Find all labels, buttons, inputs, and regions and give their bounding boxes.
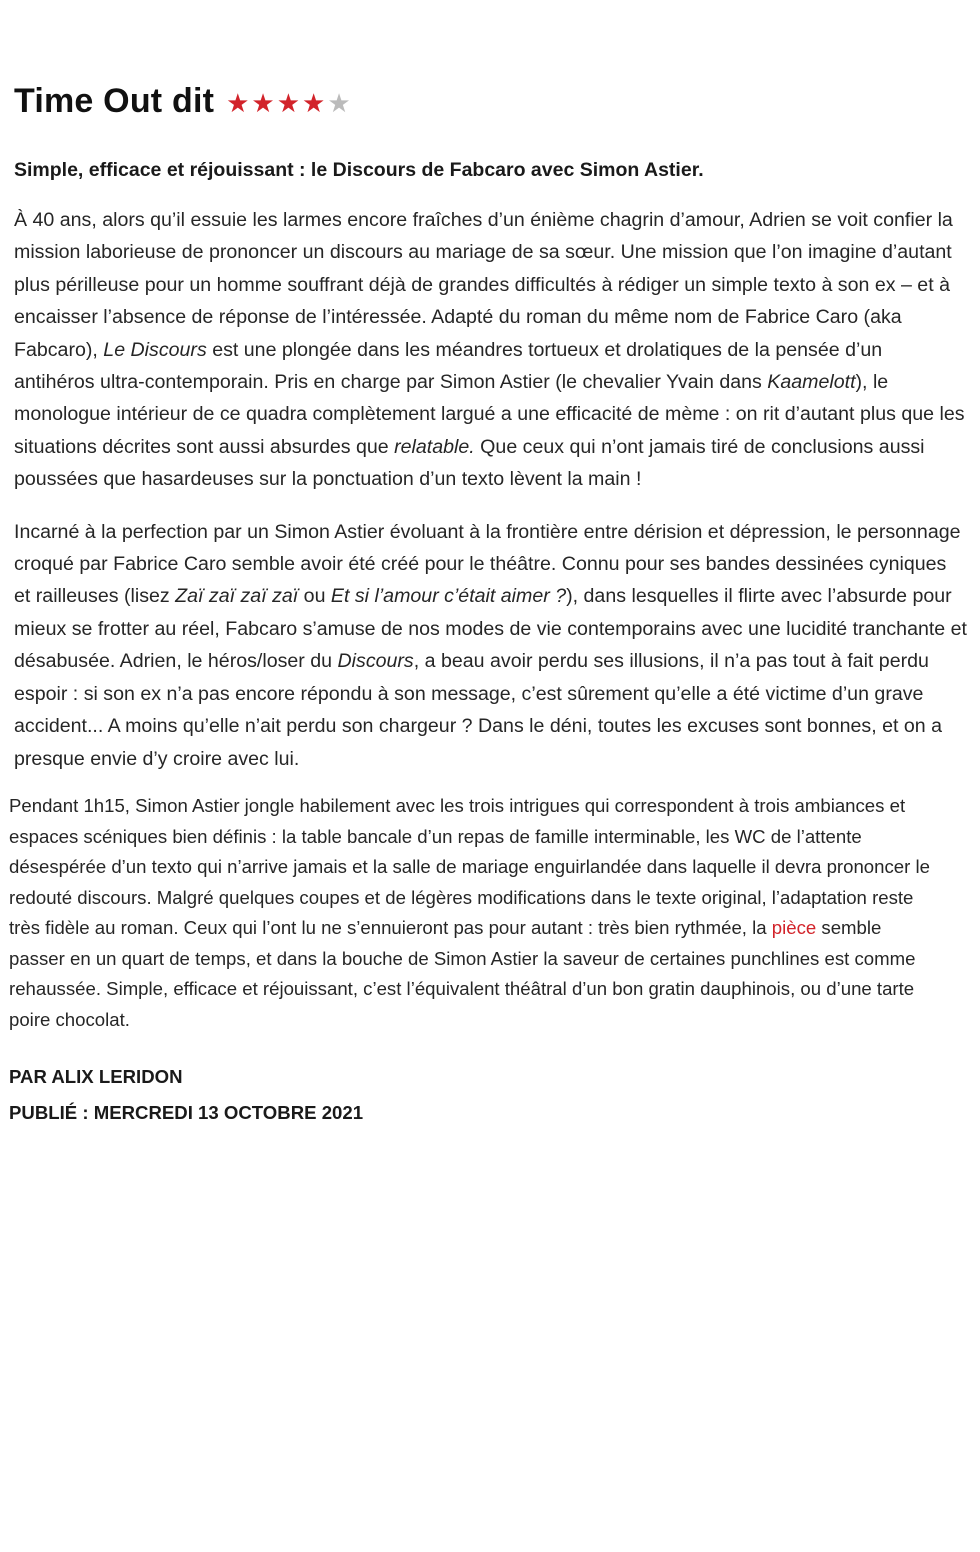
- review-container: [0, 82, 980, 1124]
- review-title: Time Out dit: [14, 82, 215, 120]
- book-title-italic: Discours: [337, 650, 414, 673]
- star-filled-icon: ★: [276, 88, 303, 118]
- star-empty-icon: ★: [327, 88, 353, 118]
- book-title-italic: Et si l’amour c’était aimer ?: [330, 585, 567, 608]
- star-filled-icon: ★: [226, 88, 252, 118]
- paragraph-text: ou: [298, 585, 331, 608]
- star-filled-icon: ★: [251, 88, 277, 118]
- paragraph-text: Que ceux qui n’ont jamais tiré de conclusions aussi poussées que hasardeuses sur la ponctuation d’un texto lèvent la main !: [14, 435, 925, 491]
- paragraph-text: ), le monologue intérieur de ce quadra complètement largué a une efficacité de mème : on rit d’autant plus que les situations décrites sont aussi absurdes que: [14, 371, 965, 458]
- author-byline: PAR ALIX LERIDON: [9, 1065, 183, 1087]
- term-italic: relatable.: [394, 435, 475, 458]
- paragraph-text: semble passer en un quart de temps, et dans la bouche de Simon Astier la saveur de certaines punchlines est comme rehaussée. Simple, efficace et réjouissant, c’est l’équivalent théâtral d’un bon gratin dauphinois, ou d’une tarte poire chocolat.: [9, 917, 916, 1031]
- paragraph-text: ), dans lesquelles il flirte avec l’absurde pour mieux se frotter au réel, Fabcaro s’amuse de nos modes de vie contemporains avec une lucidité tranchante et désabusée. Adrien, le héros/loser du: [14, 585, 967, 673]
- paragraph-text: est une plongée dans les méandres tortueux et drolatiques de la pensée d’un antihéros ultra-contemporain. Pris en charge par Simon Astier (le chevalier Yvain dans: [14, 338, 883, 394]
- paragraph-text: Pendant 1h15, Simon Astier jongle habilement avec les trois intrigues qui correspondent à trois ambiances et espaces scéniques bien définis : la table bancale d’un repas de famille interminable, les WC de l’attente désespérée d’un texto qui n’arrive jamais et la salle de mariage enguirlandée dans laquelle il devra prononcer le redouté discours. Malgré quelques coupes et de légères modifications dans le texte original, l’adaptation reste très fidèle au roman. Ceux qui l’ont lu ne s’ennuieront pas pour autant : très bien rythmée, la: [9, 794, 930, 939]
- paragraph-text: , a beau avoir perdu ses illusions, il n’a pas tout à fait perdu espoir : si son ex n’a pas encore répondu à son message, c’est sûrement qu’elle a été victime d’un grave accident... A moins qu’elle n’ait perdu son chargeur ? Dans le déni, toutes les excuses sont bonnes, et on a presque envie d’y croire avec lui.: [14, 650, 943, 770]
- star-rating: [226, 88, 353, 119]
- review-subtitle: Simple, efficace et réjouissant : le Discours de Fabcaro avec Simon Astier.: [14, 159, 704, 181]
- review-paragraph-3: [9, 791, 939, 1036]
- paragraph-text: À 40 ans, alors qu’il essuie les larmes encore fraîches d’un énième chagrin d’amour, Adrien se voit confier la mission laborieuse de prononcer un discours au mariage de sa sœur. Une mission que l’on imagine d’autant plus périlleuse pour un homme souffrant déjà de grandes difficultés à rédiger un simple texto à son ex – et à encaisser l’absence de réponse de l’intéressée. Adapté du roman du même nom de Fabrice Caro (aka Fabcaro),: [14, 209, 953, 361]
- paragraph-text: Incarné à la perfection par un Simon Astier évoluant à la frontière entre dérision et dépression, le personnage croqué par Fabrice Caro semble avoir été créé pour le théâtre. Connu pour ses bandes dessinées cyniques et railleuses (lisez: [14, 520, 961, 608]
- piece-link[interactable]: pièce: [771, 917, 817, 939]
- review-paragraph-1: [14, 204, 968, 496]
- book-title-italic: Le Discours: [103, 338, 207, 361]
- review-paragraph-2: [14, 516, 968, 775]
- review-header: [14, 82, 968, 121]
- star-filled-icon: ★: [302, 88, 328, 118]
- series-title-italic: Kaamelott: [767, 371, 856, 394]
- book-title-italic: Zaï zaï zaï zaï: [175, 585, 299, 608]
- publish-date: PUBLIÉ : MERCREDI 13 OCTOBRE 2021: [9, 1101, 364, 1123]
